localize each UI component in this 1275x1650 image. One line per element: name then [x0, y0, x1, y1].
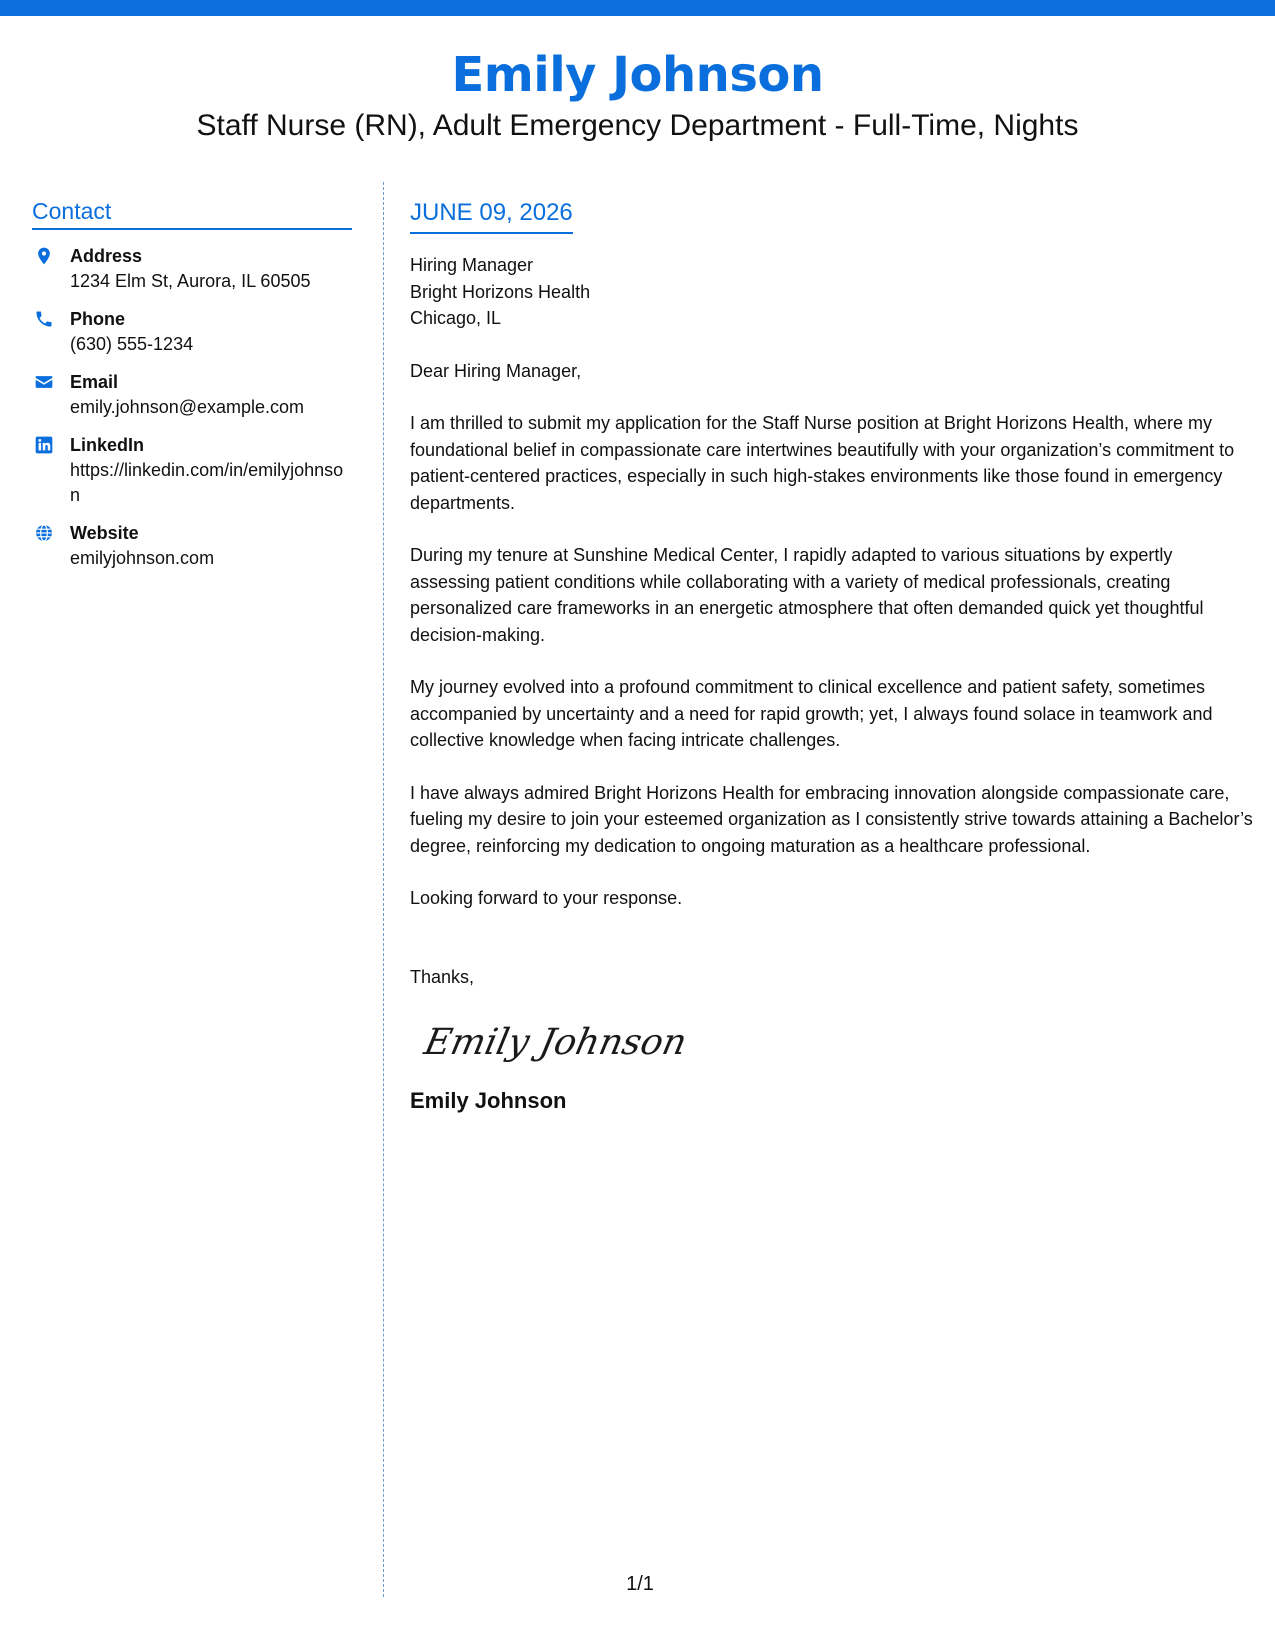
recipient-block — [410, 252, 1255, 332]
phone-icon — [34, 309, 54, 329]
linkedin-icon — [34, 435, 54, 455]
greeting: Dear Hiring Manager, — [410, 360, 582, 381]
closing: Thanks, — [410, 966, 475, 987]
map-pin-icon — [34, 246, 54, 266]
contact-heading: Contact — [32, 196, 352, 230]
body-paragraph: I am thrilled to submit my application for the Staff Nurse position at Bright Horizons Health, where my foundational belief in compassionate care intertwines beautifully with your organization’s commitment to patient-centered practices, especially in such high-stakes environments like those found in emergency departments. — [410, 413, 1235, 513]
contact-sidebar — [32, 196, 352, 584]
address-value: 1234 Elm St, Aurora, IL 60505 — [70, 271, 311, 291]
contact-label: Email — [70, 372, 119, 392]
contact-list — [32, 244, 352, 571]
body-paragraph: My journey evolved into a profound commitment to clinical excellence and patient safety, sometimes accompanied by uncertainty and a need for rapid growth; yet, I always found solace in teamwork and collective knowledge when facing intricate challenges. — [410, 677, 1213, 750]
contact-label: Address — [70, 246, 143, 266]
applicant-name: Emily Johnson — [451, 47, 824, 103]
recipient-line: Hiring Manager — [410, 255, 534, 275]
signature-text: Emily Johnson — [420, 1020, 691, 1063]
letter-date: JUNE 09, 2026 — [410, 196, 573, 234]
recipient-line: Bright Horizons Health — [410, 281, 591, 302]
body-paragraph: I have always admired Bright Horizons Health for embracing innovation alongside compassionate care, fueling my desire to join your esteemed organization as I consistently strive towards attaining a Bachelor’s degree, reinforcing my dedication to ongoing maturation as a healthcare professional. — [410, 782, 1253, 856]
column-divider — [383, 182, 384, 1597]
contact-label: LinkedIn — [70, 435, 145, 455]
contact-item-address — [32, 244, 352, 294]
website-value[interactable]: emilyjohnson.com — [70, 548, 215, 568]
phone-value: (630) 555-1234 — [70, 334, 194, 354]
contact-item-email — [32, 370, 352, 420]
contact-item-phone — [32, 307, 352, 357]
page-header — [0, 40, 1275, 144]
contact-label: Phone — [70, 309, 126, 329]
recipient-line: Chicago, IL — [410, 308, 502, 328]
body-paragraph: Looking forward to your response. — [410, 888, 683, 908]
email-value[interactable]: emily.johnson@example.com — [70, 397, 305, 417]
envelope-icon — [34, 372, 54, 392]
job-title: Staff Nurse (RN), Adult Emergency Department - Full-Time, Nights — [196, 109, 1079, 142]
contact-item-linkedin — [32, 433, 352, 508]
handwritten-signature — [420, 1010, 1255, 1072]
linkedin-value[interactable]: https://linkedin.com/in/emilyjohnson — [70, 460, 344, 505]
cover-letter-body — [410, 196, 1255, 1116]
body-paragraph: During my tenure at Sunshine Medical Center, I rapidly adapted to various situations by expertly assessing patient conditions while collaborating with a variety of medical professionals, creating personalized care frameworks in an energetic atmosphere that often demanded quick yet thoughtful decision-making. — [410, 545, 1204, 645]
contact-item-website — [32, 521, 352, 571]
contact-label: Website — [70, 523, 139, 543]
signer-name: Emily Johnson — [410, 1088, 567, 1113]
page-number: 1/1 — [626, 1573, 654, 1595]
globe-icon — [34, 523, 54, 543]
top-accent-bar — [0, 0, 1275, 16]
